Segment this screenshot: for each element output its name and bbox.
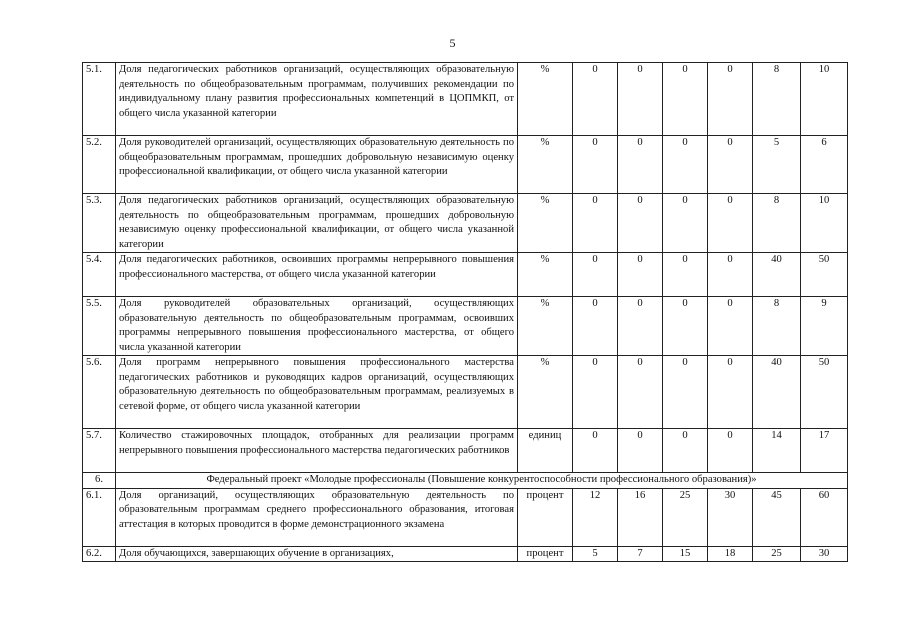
indicator-value: 40 (753, 356, 801, 429)
indicator-value: 50 (801, 356, 848, 429)
row-number: 5.3. (83, 194, 116, 253)
indicator-value: 0 (663, 136, 708, 194)
indicator-description: Доля обучающихся, завершающих обучение в организациях, (116, 546, 518, 562)
indicator-value: 0 (618, 429, 663, 473)
unit-of-measure: % (518, 356, 573, 429)
indicator-value: 0 (708, 253, 753, 297)
indicator-value: 5 (573, 546, 618, 562)
unit-of-measure: процент (518, 546, 573, 562)
unit-of-measure: % (518, 136, 573, 194)
indicator-value: 0 (573, 194, 618, 253)
indicator-value: 5 (753, 136, 801, 194)
indicator-value: 0 (573, 136, 618, 194)
indicator-value: 0 (573, 429, 618, 473)
unit-of-measure: процент (518, 488, 573, 546)
page-number: 5 (449, 36, 456, 50)
indicator-description: Доля педагогических работников организаций, осуществляющих образовательную деятельность по общеобразовательным программам, получивших рекомендации по индивидуальному плану развития профессиональных компетенций в ЦОПМКП, от общего числа указанной категории (116, 63, 518, 136)
indicator-value: 0 (618, 63, 663, 136)
indicator-value: 0 (618, 253, 663, 297)
row-number: 5.2. (83, 136, 116, 194)
indicator-value: 10 (801, 63, 848, 136)
indicator-value: 50 (801, 253, 848, 297)
indicator-value: 6 (801, 136, 848, 194)
section-title: Федеральный проект «Молодые профессионалы (Повышение конкурентоспособности профессионального образования)» (116, 473, 848, 489)
indicator-value: 0 (663, 63, 708, 136)
indicator-value: 8 (753, 63, 801, 136)
row-number: 6.1. (83, 488, 116, 546)
unit-of-measure: % (518, 63, 573, 136)
row-number: 5.7. (83, 429, 116, 473)
unit-of-measure: % (518, 253, 573, 297)
table-row (83, 488, 848, 546)
row-number: 5.5. (83, 297, 116, 356)
indicator-value: 16 (618, 488, 663, 546)
indicator-value: 0 (618, 194, 663, 253)
table-row (83, 297, 848, 356)
indicator-value: 17 (801, 429, 848, 473)
indicator-value: 0 (573, 63, 618, 136)
indicator-value: 0 (708, 136, 753, 194)
indicator-value: 0 (708, 63, 753, 136)
indicator-description: Доля педагогических работников организаций, осуществляющих образовательную деятельность по общеобразовательным программам, прошедших добровольную независимую оценку профессиональной квалификации, от общего числа указанной категории (116, 194, 518, 253)
row-number: 5.6. (83, 356, 116, 429)
indicator-value: 0 (663, 253, 708, 297)
table-row (83, 136, 848, 194)
indicator-description: Доля руководителей организаций, осуществляющих образовательную деятельность по общеобразовательным программам, прошедших добровольную независимую оценку профессиональной квалификации, от общего числа указанной категории (116, 136, 518, 194)
indicator-value: 30 (801, 546, 848, 562)
indicator-value: 0 (618, 356, 663, 429)
indicator-value: 0 (663, 297, 708, 356)
section-number: 6. (83, 473, 116, 489)
indicator-value: 15 (663, 546, 708, 562)
indicator-value: 60 (801, 488, 848, 546)
indicator-value: 0 (663, 194, 708, 253)
row-number: 6.2. (83, 546, 116, 562)
unit-of-measure: единиц (518, 429, 573, 473)
row-number: 5.4. (83, 253, 116, 297)
indicator-value: 0 (708, 297, 753, 356)
table-row (83, 253, 848, 297)
indicator-value: 25 (753, 546, 801, 562)
indicator-value: 25 (663, 488, 708, 546)
indicator-value: 0 (708, 356, 753, 429)
indicator-description: Количество стажировочных площадок, отобранных для реализации программ непрерывного повышения профессионального мастерства педагогических работников (116, 429, 518, 473)
indicator-value: 0 (573, 356, 618, 429)
indicator-value: 0 (708, 429, 753, 473)
indicator-value: 8 (753, 194, 801, 253)
indicator-value: 12 (573, 488, 618, 546)
indicator-value: 40 (753, 253, 801, 297)
table-row (83, 546, 848, 562)
indicator-description: Доля педагогических работников, освоивших программы непрерывного повышения профессионального мастерства, от общего числа указанной категории (116, 253, 518, 297)
table-row (83, 63, 848, 136)
indicator-description: Доля руководителей образовательных организаций, осуществляющих образовательную деятельность по общеобразовательным программам, освоивших программы непрерывного повышения профессионального мастерства, от общего числа указанной категории (116, 297, 518, 356)
indicator-value: 30 (708, 488, 753, 546)
section-row (83, 473, 848, 489)
indicator-value: 0 (663, 356, 708, 429)
indicator-value: 10 (801, 194, 848, 253)
unit-of-measure: % (518, 194, 573, 253)
table-row (83, 194, 848, 253)
indicators-table (82, 62, 848, 562)
table-row (83, 429, 848, 473)
indicator-value: 0 (573, 297, 618, 356)
indicator-description: Доля программ непрерывного повышения профессионального мастерства педагогических работников и руководящих кадров организаций, осуществляющих образовательную деятельность по общеобразовательным программам, реализуемых в сетевой форме, от общего числа указанной категории (116, 356, 518, 429)
indicator-value: 7 (618, 546, 663, 562)
indicator-value: 0 (663, 429, 708, 473)
indicator-value: 9 (801, 297, 848, 356)
indicator-value: 0 (618, 297, 663, 356)
indicator-value: 14 (753, 429, 801, 473)
indicator-value: 8 (753, 297, 801, 356)
indicator-value: 0 (708, 194, 753, 253)
indicator-description: Доля организаций, осуществляющих образовательную деятельность по образовательным программам среднего профессионального образования, итоговая аттестация в которых проводится в форме демонстрационного экзамена (116, 488, 518, 546)
indicator-value: 45 (753, 488, 801, 546)
indicator-value: 0 (618, 136, 663, 194)
unit-of-measure: % (518, 297, 573, 356)
table-row (83, 356, 848, 429)
indicator-value: 18 (708, 546, 753, 562)
row-number: 5.1. (83, 63, 116, 136)
indicator-value: 0 (573, 253, 618, 297)
